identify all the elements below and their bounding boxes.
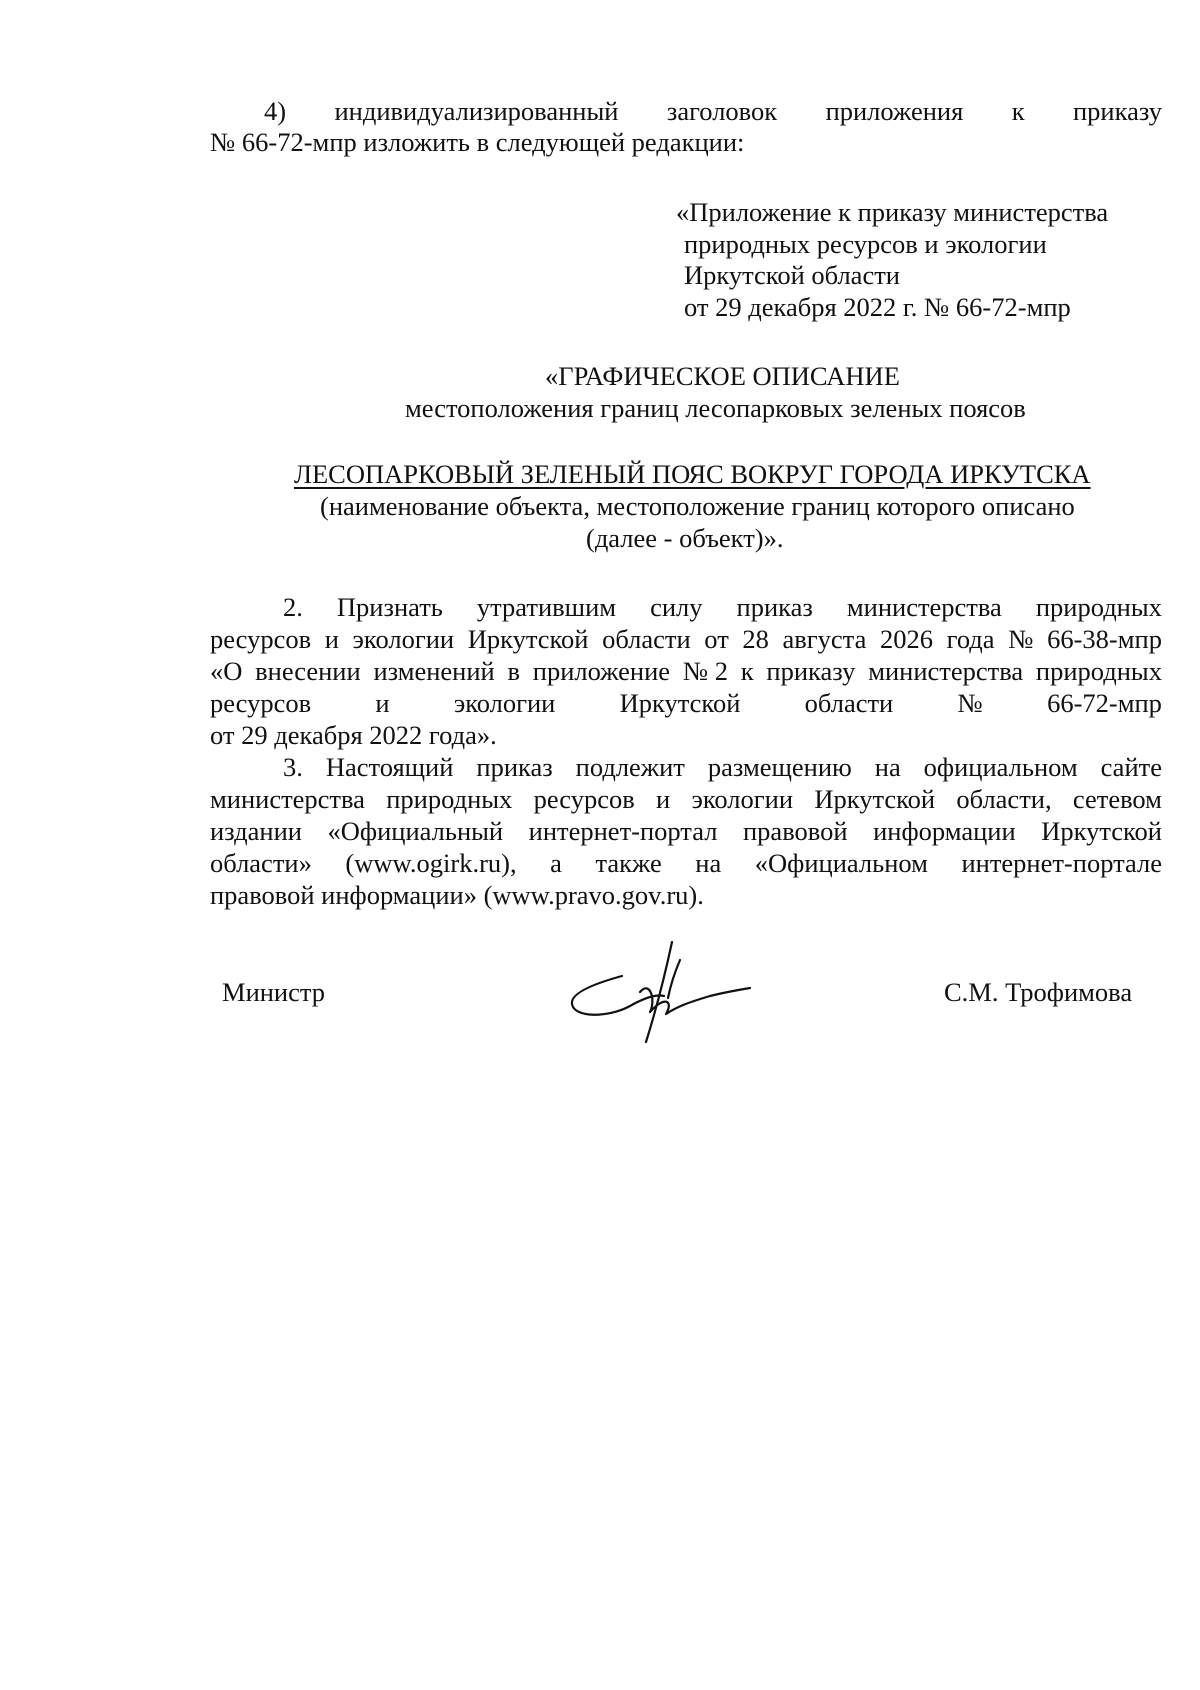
word: экологии xyxy=(453,688,556,718)
word: приказу xyxy=(1072,96,1162,126)
word: Иркутской xyxy=(467,624,589,654)
word: интернет-портал xyxy=(528,816,718,846)
signatory-name: С.М. Трофимова xyxy=(944,977,1133,1007)
word: приложение xyxy=(532,656,671,686)
title-line2: местоположения границ лесопарковых зеленых поясов xyxy=(405,393,1026,423)
handwritten-signature-icon xyxy=(560,940,760,1060)
item2-line2 xyxy=(210,624,1162,655)
word: августа xyxy=(782,624,867,654)
word: заголовок xyxy=(666,96,778,126)
word: а xyxy=(550,848,562,878)
item4-line2: № 66-72-мпр изложить в следующей редакции: xyxy=(210,127,745,157)
item3-line5: правовой информации» (www.pravo.gov.ru). xyxy=(210,880,704,910)
word: интернет-портале xyxy=(961,848,1162,878)
word: (www.ogirk.ru), xyxy=(345,848,517,878)
word: 2. xyxy=(283,592,303,622)
word: № xyxy=(1008,624,1034,654)
word: 3. xyxy=(283,752,303,782)
word: «Официальный xyxy=(327,816,504,846)
signatory-position: Министр xyxy=(222,977,326,1007)
word: правовой xyxy=(743,816,848,846)
word: на xyxy=(874,752,901,782)
word: приказ xyxy=(736,592,813,622)
word: приказу xyxy=(766,656,856,686)
word: к xyxy=(1011,96,1025,126)
word: официальном xyxy=(923,752,1078,782)
word: природных xyxy=(1035,592,1162,622)
word: подлежит xyxy=(575,752,685,782)
word: сайте xyxy=(1100,752,1162,782)
item2-line1 xyxy=(283,592,1162,623)
annex-header-line2: природных ресурсов и экологии xyxy=(684,229,1047,259)
word: области, xyxy=(956,784,1052,814)
item3-line2 xyxy=(210,784,1162,815)
word: министерства xyxy=(210,784,365,814)
annex-header-line4: от 29 декабря 2022 г. № 66-72-мпр xyxy=(684,292,1071,322)
word: Иркутской xyxy=(619,688,741,718)
word: силу xyxy=(650,592,703,622)
item2-line4 xyxy=(210,688,1162,719)
word: природных xyxy=(1035,656,1162,686)
word: приложения xyxy=(825,96,964,126)
object-caption-line2: (далее - объект)». xyxy=(586,523,784,553)
word: размещению xyxy=(707,752,852,782)
word: внесении xyxy=(255,656,361,686)
word: информации xyxy=(873,816,1016,846)
word: «Официальном xyxy=(754,848,928,878)
word: 2026 xyxy=(879,624,933,654)
word: 66-38-мпр xyxy=(1047,624,1162,654)
word: экологии xyxy=(352,624,455,654)
word: и xyxy=(656,784,671,814)
item3-line4 xyxy=(210,848,1162,879)
word: № xyxy=(957,688,983,718)
word: издании xyxy=(210,816,302,846)
word: и xyxy=(375,688,390,718)
word: также xyxy=(595,848,662,878)
word: министерства xyxy=(846,592,1002,622)
word: 4) xyxy=(264,96,287,126)
word: в xyxy=(507,656,521,686)
object-caption-line1: (наименование объекта, местоположение границ которого описано xyxy=(320,491,1075,521)
word: природных xyxy=(386,784,513,814)
word: ресурсов xyxy=(210,688,312,718)
word: ресурсов xyxy=(533,784,635,814)
word: утратившим xyxy=(476,592,617,622)
annex-header-line1: «Приложение к приказу министерства xyxy=(676,197,1109,227)
word: области xyxy=(804,688,894,718)
item2-line3 xyxy=(210,656,1162,687)
item4-line1 xyxy=(264,96,1162,127)
word: года xyxy=(946,624,995,654)
word: Иркутской xyxy=(814,784,936,814)
item2-line5: от 29 декабря 2022 года». xyxy=(210,720,497,750)
word: на xyxy=(695,848,722,878)
signature-svg xyxy=(560,940,760,1060)
word: Настоящий xyxy=(325,752,454,782)
word: приказ xyxy=(476,752,553,782)
word: области» xyxy=(210,848,312,878)
word: сетевом xyxy=(1072,784,1162,814)
word: министерства xyxy=(868,656,1024,686)
annex-header-line3: Иркутской области xyxy=(684,260,900,290)
word: Иркутской xyxy=(1041,816,1162,846)
word: экологии xyxy=(691,784,794,814)
word: изменений xyxy=(373,656,495,686)
word: области xyxy=(602,624,691,654)
word: ресурсов xyxy=(210,624,312,654)
word: индивидуализированный xyxy=(334,96,619,126)
item3-line1 xyxy=(283,752,1162,783)
word: 28 xyxy=(742,624,769,654)
word: «О xyxy=(210,656,243,686)
object-name: ЛЕСОПАРКОВЫЙ ЗЕЛЕНЫЙ ПОЯС ВОКРУГ ГОРОДА ИРКУТСКА xyxy=(294,459,1091,489)
title-line1: «ГРАФИЧЕСКОЕ ОПИСАНИЕ xyxy=(545,361,900,391)
word: и xyxy=(324,624,339,654)
word: 66-72-мпр xyxy=(1047,688,1162,718)
word: № 2 xyxy=(682,656,728,686)
word: к xyxy=(740,656,754,686)
item3-line3 xyxy=(210,816,1162,847)
word: от xyxy=(704,624,729,654)
word: Признать xyxy=(336,592,443,622)
